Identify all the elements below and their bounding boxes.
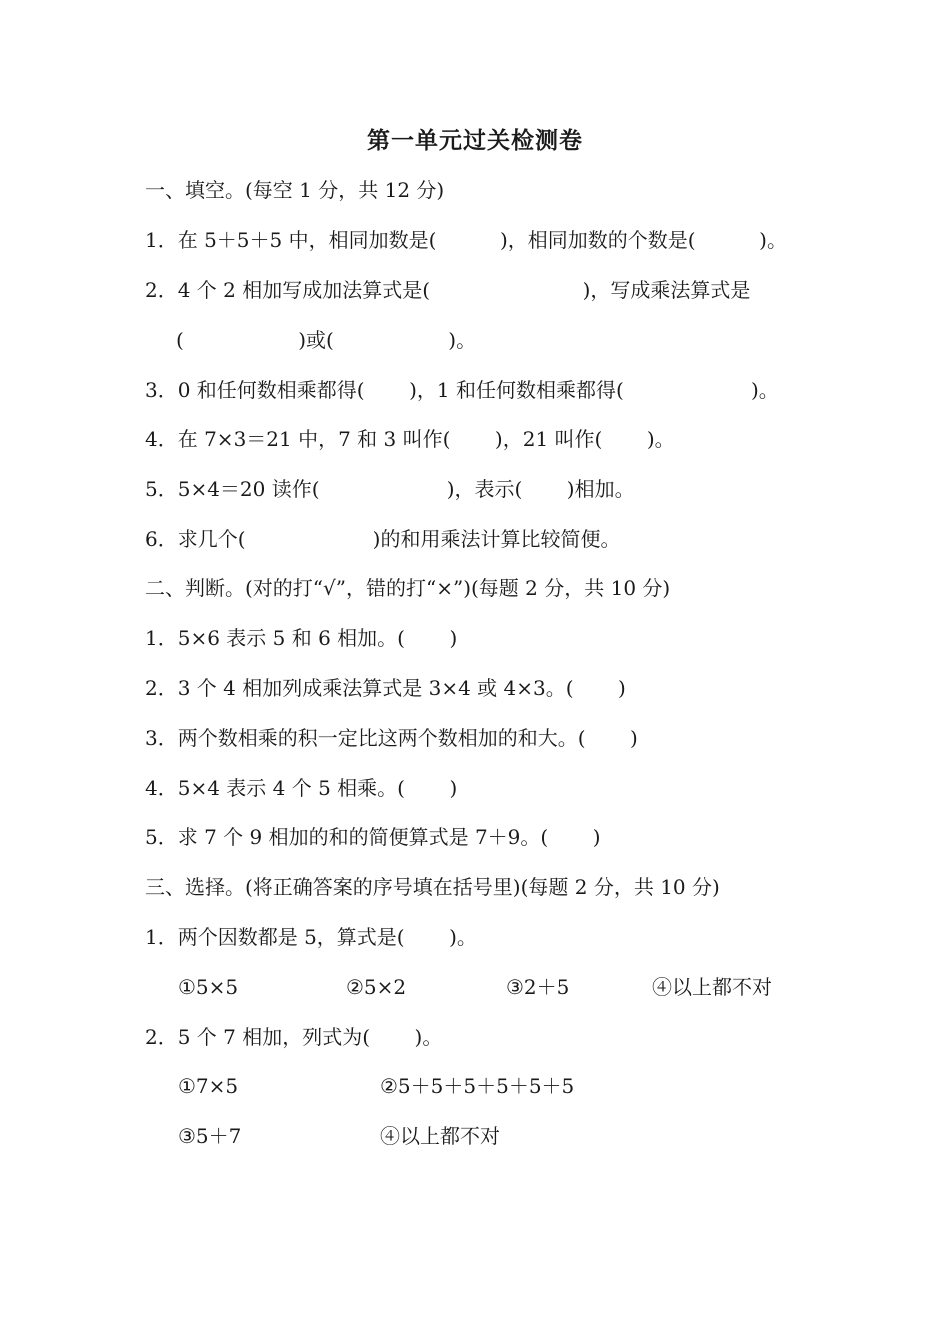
option-3-2-c: ③5＋7 [178, 1124, 242, 1148]
section-heading-multiple-choice: 三、选择。(将正确答案的序号填在括号里)(每题 2 分，共 10 分) [145, 875, 720, 899]
option-3-2-a: ①7×5 [178, 1074, 239, 1098]
section-heading-fill-blank: 一、填空。(每空 1 分，共 12 分) [145, 178, 445, 202]
option-3-1-a: ①5×5 [178, 975, 239, 999]
question-2-1: 1．5×6 表示 5 和 6 相加。( ) [145, 626, 458, 650]
option-3-1-d: ④以上都不对 [652, 975, 772, 999]
question-1-1: 1．在 5＋5＋5 中，相同加数是( )，相同加数的个数是( )。 [145, 228, 787, 252]
section-heading-true-false: 二、判断。(对的打“√”，错的打“×”)(每题 2 分，共 10 分) [145, 576, 671, 600]
question-3-2: 2．5 个 7 相加，列式为( )。 [145, 1025, 443, 1049]
option-3-2-d: ④以上都不对 [380, 1124, 500, 1148]
question-2-2: 2．3 个 4 相加列成乘法算式是 3×4 或 4×3。( ) [145, 676, 626, 700]
page-title: 第一单元过关检测卷 [367, 128, 583, 154]
question-3-1: 1．两个因数都是 5，算式是( )。 [145, 925, 477, 949]
question-1-3: 3．0 和任何数相乘都得( )，1 和任何数相乘都得( )。 [145, 378, 779, 402]
option-3-2-b: ②5＋5＋5＋5＋5＋5 [380, 1074, 575, 1098]
question-1-2-continued: ( )或( )。 [176, 328, 477, 352]
question-2-3: 3．两个数相乘的积一定比这两个数相加的和大。( ) [145, 726, 638, 750]
question-1-4: 4．在 7×3＝21 中，7 和 3 叫作( )，21 叫作( )。 [145, 427, 675, 451]
question-2-5: 5．求 7 个 9 相加的和的简便算式是 7＋9。( ) [145, 825, 601, 849]
question-1-2: 2．4 个 2 相加写成加法算式是( )，写成乘法算式是 [145, 278, 751, 302]
option-3-1-b: ②5×2 [346, 975, 407, 999]
option-3-1-c: ③2＋5 [506, 975, 570, 999]
question-1-5: 5．5×4＝20 读作( )，表示( )相加。 [145, 477, 635, 501]
question-1-6: 6．求几个( )的和用乘法计算比较简便。 [145, 527, 621, 551]
question-2-4: 4．5×4 表示 4 个 5 相乘。( ) [145, 776, 458, 800]
